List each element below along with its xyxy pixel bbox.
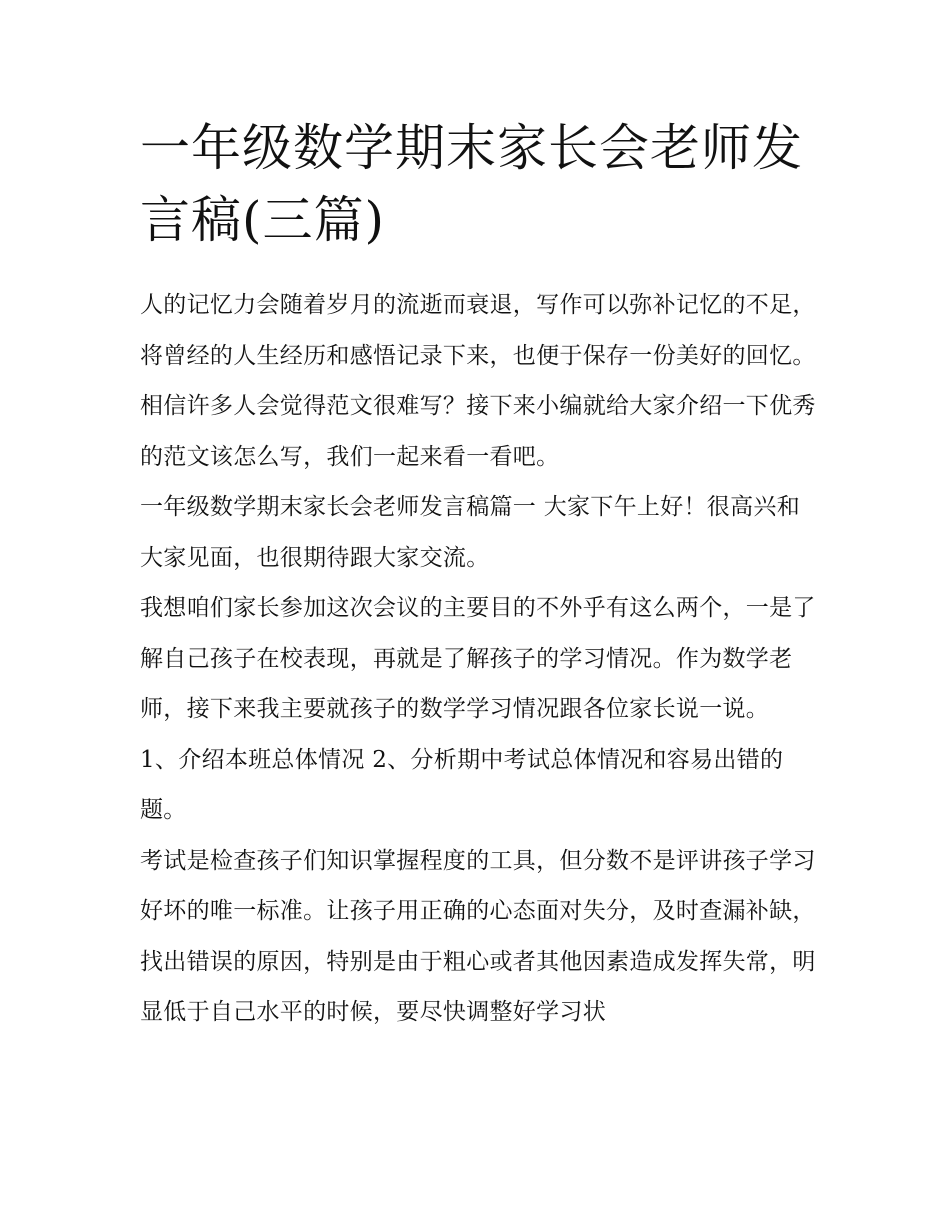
paragraph-purpose: 我想咱们家长参加这次会议的主要目的不外乎有这么两个，一是了解自己孩子在校表现，再就是了解孩子的学习情况。作为数学老师，接下来我主要就孩子的数学学习情况跟各位家长说一说。 bbox=[140, 595, 816, 722]
paragraph-exam: 考试是检查孩子们知识掌握程度的工具，但分数不是评讲孩子学习好坏的唯一标准。让孩子用正确的心态面对失分，及时查漏补缺，找出错误的原因，特别是由于粗心或者其他因素造成发挥失常，明显低于自己水平的时候，要尽快调整好学习状 bbox=[140, 847, 816, 1025]
document-page bbox=[140, 112, 820, 1038]
paragraph-greeting: 一年级数学期末家长会老师发言稿篇一 大家下午上好！很高兴和大家见面，也很期待跟大家交流。 bbox=[140, 494, 801, 571]
document-title: 一年级数学期末家长会老师发言稿(三篇) bbox=[140, 119, 803, 249]
paragraph-intro: 人的记忆力会随着岁月的流逝而衰退，写作可以弥补记忆的不足，将曾经的人生经历和感悟记录下来，也便于保存一份美好的回忆。相信许多人会觉得范文很难写？接下来小编就给大家介绍一下优秀的范文该怎么写，我们一起来看一看吧。 bbox=[140, 292, 816, 470]
paragraph-outline: 1、介绍本班总体情况 2、分析期中考试总体情况和容易出错的题。 bbox=[140, 746, 784, 823]
